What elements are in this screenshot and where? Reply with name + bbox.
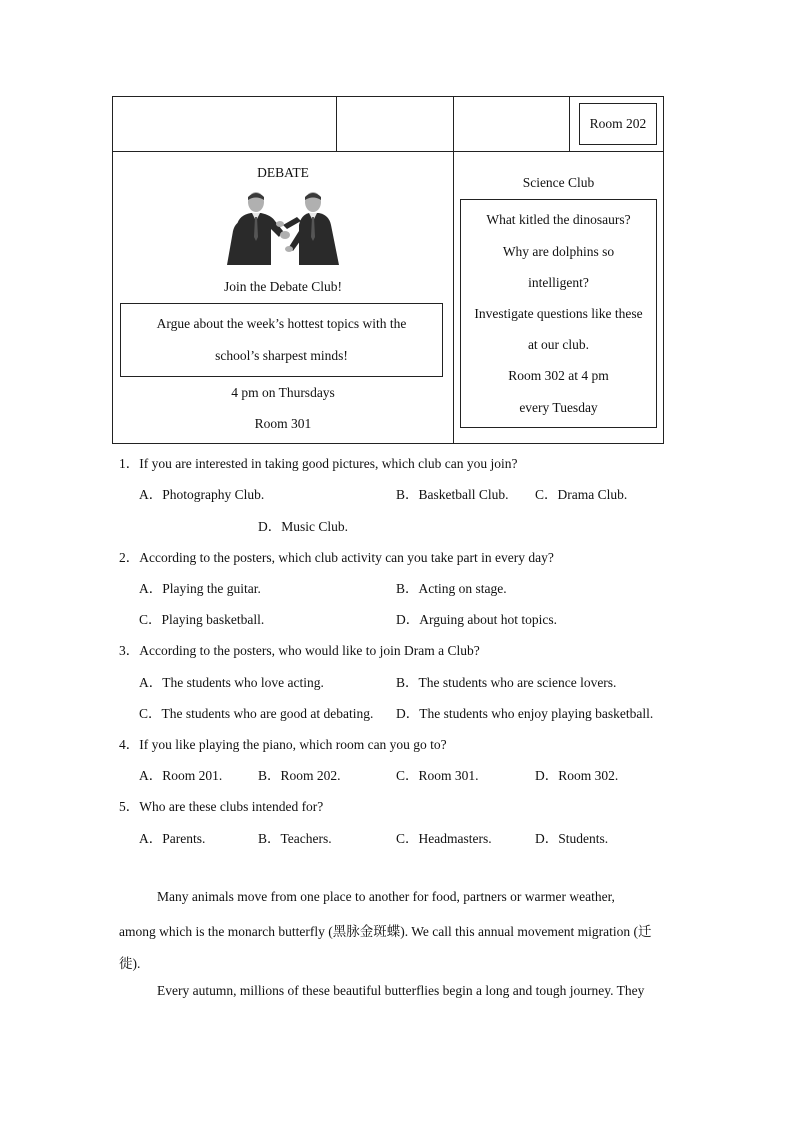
science-line: Why are dolphins so [502, 244, 615, 259]
q1-option-b[interactable]: B．Basketball Club. [396, 487, 509, 502]
q4-option-d[interactable]: D．Room 302. [535, 768, 619, 783]
passage-p1-line-3: 徙). [119, 956, 141, 971]
q3-option-c[interactable]: C．The students who are good at debating. [139, 706, 374, 721]
table-col-divider [569, 97, 570, 151]
question-4 [119, 733, 447, 753]
question-number: 4． [119, 737, 140, 752]
q5-option-c[interactable]: C．Headmasters. [396, 831, 492, 846]
q5-option-d[interactable]: D．Students. [535, 831, 609, 846]
debate-box-line-2: school’s sharpest minds! [215, 348, 348, 363]
debate-join-text: Join the Debate Club! [223, 279, 343, 294]
q3-option-d[interactable]: D．The students who enjoy playing basketball. [396, 706, 654, 721]
question-number: 3． [119, 643, 140, 658]
q1-option-c[interactable]: C．Drama Club. [535, 487, 628, 502]
table-row-divider [113, 151, 663, 152]
q4-option-b[interactable]: B．Room 202. [258, 768, 341, 783]
debate-description-box [120, 303, 443, 377]
question-3 [119, 639, 480, 659]
q2-option-b[interactable]: B．Acting on stage. [396, 581, 507, 596]
question-text: According to the posters, who would like to join Dram a Club? [139, 643, 480, 658]
debate-box-line-1: Argue about the week’s hottest topics with the [156, 316, 407, 331]
debate-title: DEBATE [257, 165, 309, 180]
science-club-title: Science Club [522, 175, 595, 190]
q4-option-c[interactable]: C．Room 301. [396, 768, 479, 783]
debate-time: 4 pm on Thursdays [231, 385, 335, 400]
science-line: What kitled the dinosaurs? [486, 212, 631, 227]
question-number: 2． [119, 550, 140, 565]
question-number: 1． [119, 456, 140, 471]
q2-option-a[interactable]: A．Playing the guitar. [139, 581, 261, 596]
q1-option-a[interactable]: A．Photography Club. [139, 487, 265, 502]
q3-option-a[interactable]: A．The students who love acting. [139, 675, 324, 690]
passage-p1-line-1: Many animals move from one place to another for food, partners or warmer weather, [157, 889, 615, 904]
room-202-box [579, 103, 657, 145]
science-line: every Tuesday [519, 400, 598, 415]
question-2 [119, 546, 554, 566]
science-line: Investigate questions like these [474, 306, 643, 321]
debate-room: Room 301 [254, 416, 312, 431]
science-club-box [460, 199, 657, 428]
passage-p1-line-2: among which is the monarch butterfly (黑脉金斑蝶). We call this annual movement migration (迁 [119, 924, 652, 939]
q5-option-a[interactable]: A．Parents. [139, 831, 206, 846]
question-1 [119, 452, 518, 472]
q4-option-a[interactable]: A．Room 201. [139, 768, 223, 783]
q2-option-d[interactable]: D．Arguing about hot topics. [396, 612, 557, 627]
poster-table [112, 96, 664, 444]
q5-option-b[interactable]: B．Teachers. [258, 831, 332, 846]
q2-option-c[interactable]: C．Playing basketball. [139, 612, 265, 627]
q1-option-d[interactable]: D．Music Club. [258, 519, 349, 534]
q3-option-b[interactable]: B．The students who are science lovers. [396, 675, 617, 690]
question-text: According to the posters, which club activity can you take part in every day? [139, 550, 554, 565]
room-202-label: Room 202 [589, 116, 647, 131]
debaters-illustration [223, 191, 345, 265]
passage-p2-line-1: Every autumn, millions of these beautiful butterflies begin a long and tough journey. They [157, 983, 645, 998]
question-text: If you like playing the piano, which room can you go to? [139, 737, 447, 752]
table-col-divider-main [453, 97, 454, 443]
question-number: 5． [119, 799, 140, 814]
science-line: intelligent? [528, 275, 589, 290]
question-5 [119, 795, 323, 815]
science-line: at our club. [527, 337, 590, 352]
table-col-divider [336, 97, 337, 151]
science-line: Room 302 at 4 pm [508, 368, 609, 383]
question-text: Who are these clubs intended for? [139, 799, 324, 814]
question-text: If you are interested in taking good pictures, which club can you join? [139, 456, 518, 471]
